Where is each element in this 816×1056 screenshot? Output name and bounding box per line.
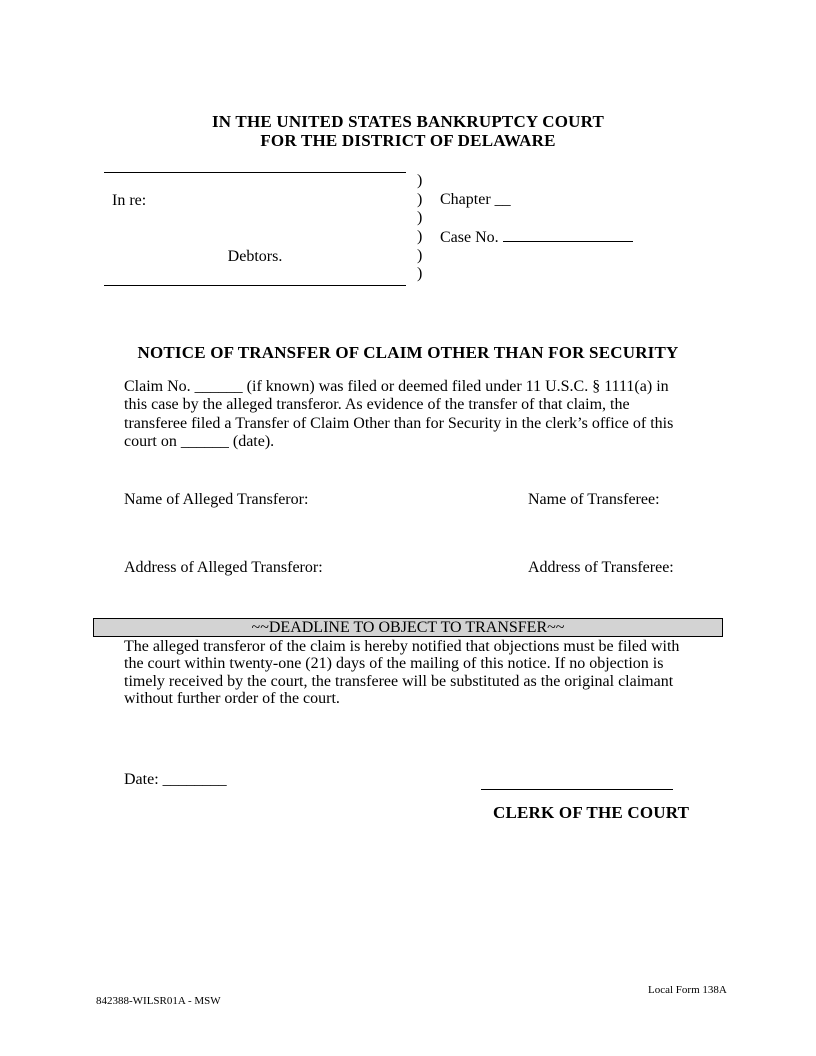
court-header	[0, 112, 816, 150]
case-number-label: Case No.	[440, 229, 499, 247]
transferor-name-label: Name of Alleged Transferor:	[124, 491, 309, 508]
debtors-label: Debtors.	[227, 247, 283, 265]
deadline-banner: ~~DEADLINE TO OBJECT TO TRANSFER~~	[93, 618, 723, 637]
chapter-label: Chapter __	[440, 190, 511, 208]
transferee-name-label: Name of Transferee:	[528, 491, 660, 508]
caption-paren: )	[417, 246, 423, 264]
case-number-row	[440, 228, 680, 247]
caption-paren: )	[417, 228, 423, 246]
footer-form-number: Local Form 138A	[648, 984, 727, 996]
caption-debtor-column	[104, 172, 406, 286]
caption-paren: )	[417, 265, 423, 283]
notice-body-paragraph: Claim No. ______ (if known) was filed or deemed filed under 11 U.S.C. § 1111(a) in this case by the alleged transferor. As evidence of the transfer of that claim, the transferee filed a Transfer of Claim Other than for Security in the clerk’s office of this court on ______ (date).	[124, 378, 674, 450]
case-number-blank	[503, 228, 633, 242]
court-header-line1: IN THE UNITED STATES BANKRUPTCY COURT	[211, 112, 605, 131]
date-label: Date: ________	[124, 771, 227, 788]
caption-paren: )	[417, 209, 423, 227]
caption-paren: )	[417, 190, 423, 208]
notice-title: NOTICE OF TRANSFER OF CLAIM OTHER THAN FOR SECURITY	[137, 343, 679, 362]
court-header-line2: FOR THE DISTRICT OF DELAWARE	[260, 131, 556, 150]
in-re-label: In re:	[112, 191, 147, 209]
caption-paren-column	[406, 172, 440, 286]
caption-case-column	[440, 172, 680, 286]
clerk-of-court-label: CLERK OF THE COURT	[493, 803, 690, 822]
signature-line	[481, 789, 673, 790]
caption-paren: )	[417, 172, 423, 189]
footer-document-id: 842388-WILSR01A - MSW	[96, 995, 221, 1007]
objection-paragraph: The alleged transferor of the claim is hereby notified that objections must be filed with the court within twenty-one (21) days of the mailing of this notice. If no objection is timely received by the court, the transferee will be substituted as the original claimant without further order of the court.	[124, 638, 680, 707]
case-caption	[104, 172, 680, 286]
transferor-address-label: Address of Alleged Transferor:	[124, 559, 323, 576]
transferee-address-label: Address of Transferee:	[528, 559, 674, 576]
